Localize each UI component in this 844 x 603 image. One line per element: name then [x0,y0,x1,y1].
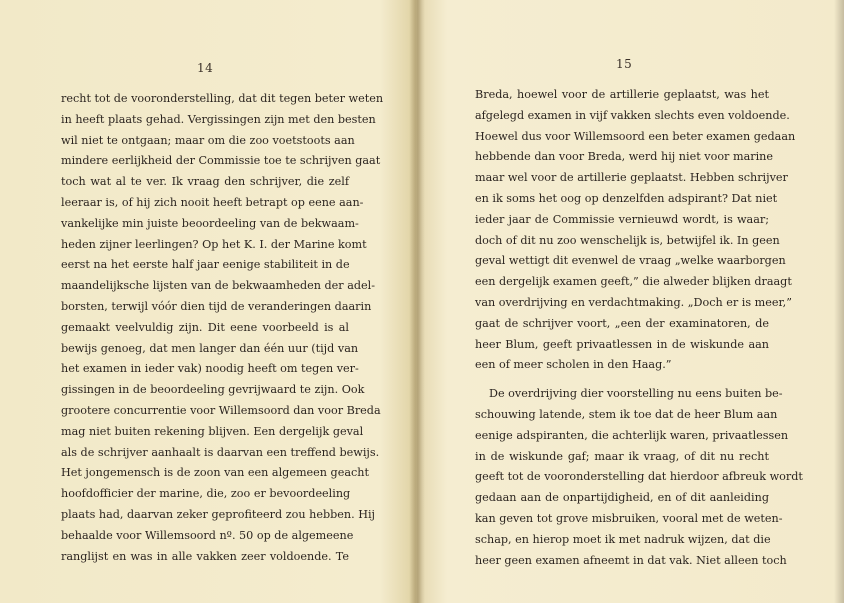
text-line: en ik soms het oog op denzelfden adspirant? Dat niet [475,191,778,205]
text-line: De overdrijving dier voorstelling nu eens buiten be- [489,387,783,401]
text-line: plaats had, daarvan zeker geprofiteerd zou hebben. Hij [61,507,376,521]
text-line: van overdrijving en verdachtmaking. „Doch er is meer,” [475,295,792,309]
page-number: 14 [197,61,214,75]
text-line: bewijs genoeg, dat men langer dan één uur (tijd van [61,341,359,355]
text-line: heer geen examen afneemt in dat vak. Niet alleen toch [475,553,787,567]
text-line: grootere concurrentie voor Willemsoord dan voor Breda [61,403,381,417]
page-body [475,85,803,571]
text-line: schouwing latende, stem ik toe dat de heer Blum aan [475,407,778,421]
text-line: maar wel voor de artillerie geplaatst. Hebben schrijver [475,171,788,185]
text-line: borsten, terwijl vóór dien tijd de veranderingen daarin [61,299,372,313]
text-line: recht tot de vooronderstelling, dat dit tegen beter weten [61,92,384,105]
text-line: ieder jaar de Commissie vernieuwd wordt, is waar; [475,212,769,226]
text-line: mag niet buiten rekening blijven. Een dergelijk geval [61,424,364,438]
text-line: eerst na het eerste half jaar eenige stabiliteit in de [61,258,350,272]
text-line: mindere eerlijkheid der Commissie toe te schrijven gaat [61,154,381,168]
page-edge-shadow [834,0,844,603]
text-line: Hoewel dus voor Willemsoord een beter examen gedaan [475,129,796,143]
text-line: vankelijke min juiste beoordeeling van de bekwaam- [61,216,359,230]
left-page [0,0,413,603]
text-line: doch of dit nu zoo wenschelijk is, betwijfel ik. In geen [475,233,780,247]
text-line: hoofdofficier der marine, die, zoo er bevoordeeling [61,487,351,501]
text-line: ranglijst en was in alle vakken zeer voldoende. Te [61,549,349,563]
text-line: maandelijksche lijsten van de bekwaamheden der adel- [61,279,376,293]
text-line: het examen in ieder vak) noodig heeft om tegen ver- [61,362,359,376]
text-line: heden zijner leerlingen? Op het K. I. der Marine komt [61,237,367,251]
page-body [61,89,384,567]
text-line: in de wiskunde gaf; maar ik vraag, of dit nu recht [475,449,769,463]
text-line: gemaakt veelvuldig zijn. Dit eene voorbeeld is al [61,320,349,334]
text-line: leeraar is, of hij zich nooit heeft betrapt op eene aan- [61,195,364,209]
text-line: gaat de schrijver voort, „een der examinatoren, de [475,316,769,330]
text-line: toch wat al te ver. Ik vraag den schrijver, die zelf [61,175,349,189]
page-number: 15 [616,57,633,71]
text-line: gissingen in de beoordeeling gevrijwaard te zijn. Ook [61,383,365,397]
text-line: gedaan aan de onpartijdigheid, en of dit aanleiding [475,491,769,505]
text-line: geval wettigt dit evenwel de vraag „welke waarborgen [475,254,786,268]
text-line: kan geven tot grove misbruiken, vooral met de weten- [475,511,783,525]
text-line: als de schrijver aanhaalt is daarvan een treffend bewijs. [61,445,380,459]
text-line: een dergelijk examen geeft,” die alweder blijken draagt [475,275,792,289]
text-line: een of meer scholen in den Haag.” [475,358,672,372]
text-line: in heeft plaats gehad. Vergissingen zijn met den besten [61,112,376,126]
text-line: afgelegd examen in vijf vakken slechts even voldoende. [475,108,790,122]
text-line: Het jongemensch is de zoon van een algemeen geacht [61,466,369,480]
text-line: behaalde voor Willemsoord nº. 50 op de algemeene [61,528,354,542]
text-line: eenige adspiranten, die achterlijk waren, privaatlessen [475,428,789,442]
text-line: Breda, hoewel voor de artillerie geplaatst, was het [475,88,769,101]
text-line: geeft tot de vooronderstelling dat hierdoor afbreuk wordt [475,470,803,484]
text-line: heer Blum, geeft privaatlessen in de wiskunde aan [475,337,769,351]
text-line: schap, en hierop moet ik met nadruk wijzen, dat die [475,532,771,546]
text-line: wil niet te ontgaan; maar om die zoo voetstoots aan [61,133,355,147]
right-page [421,0,844,603]
text-line: hebbende dan voor Breda, werd hij niet voor marine [475,150,773,164]
